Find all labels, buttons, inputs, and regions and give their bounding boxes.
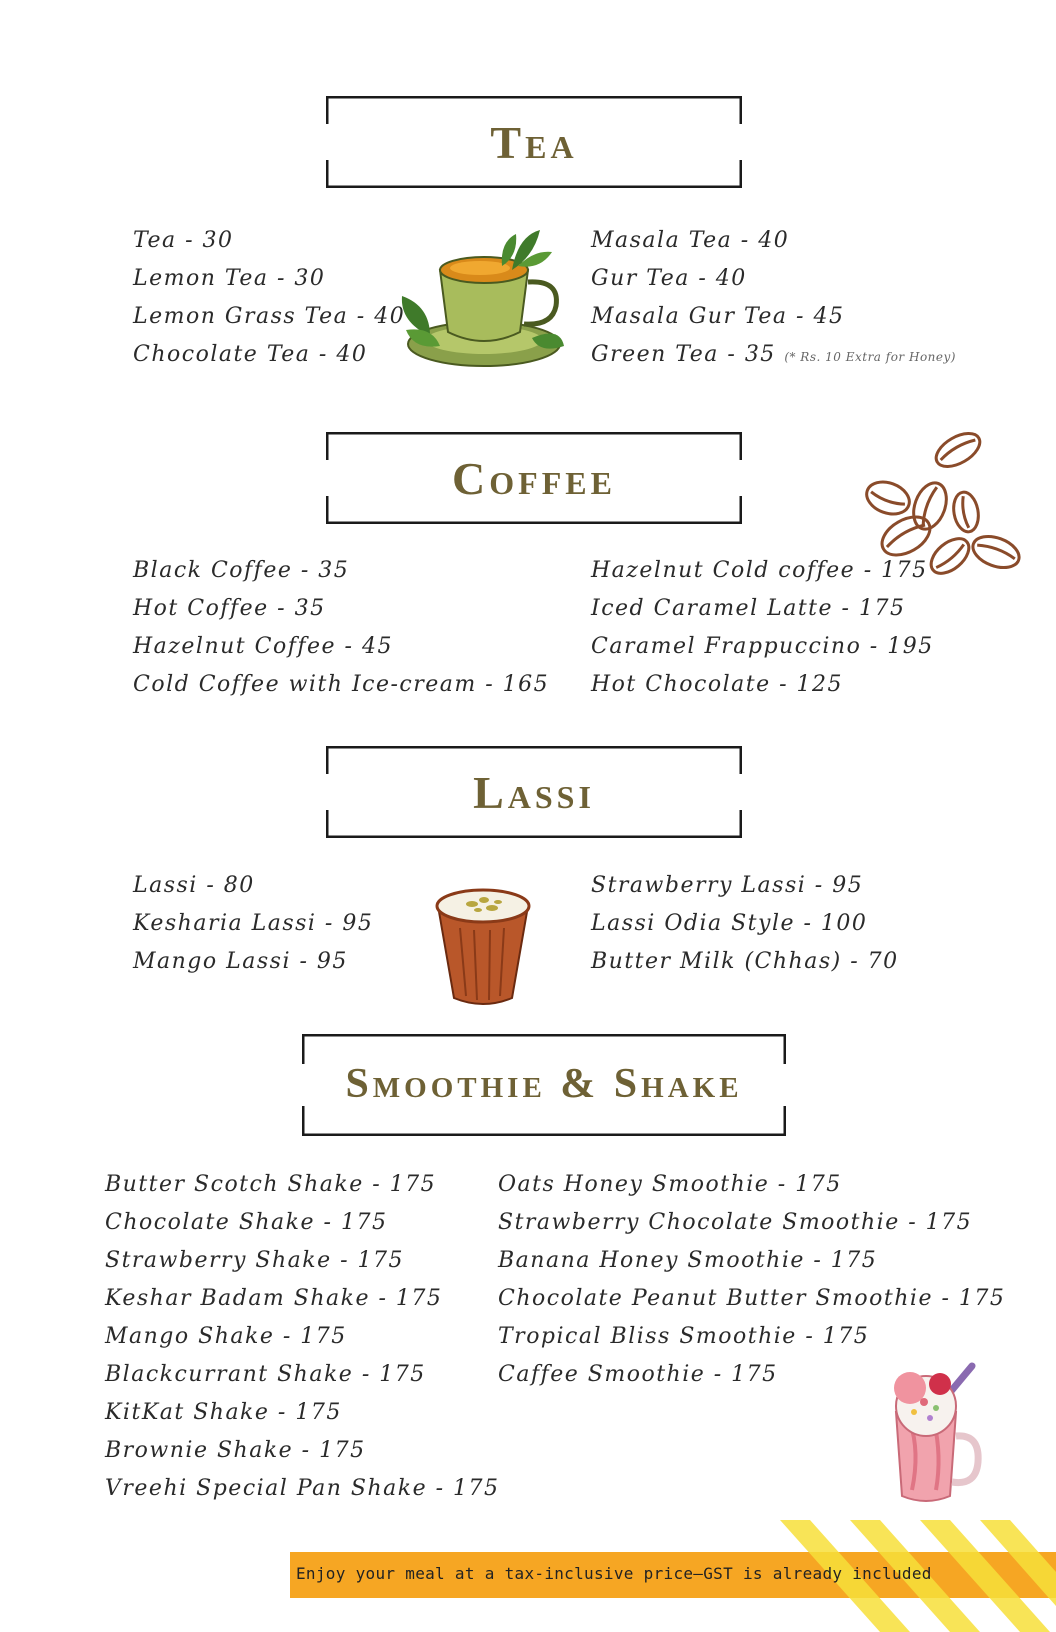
coffee-list-right [591,552,934,704]
menu-item: Caramel Frappuccino - 195 [591,634,934,659]
tea-title: Tea [490,117,578,168]
lassi-list-right [591,867,899,981]
coffee-list-left [133,552,549,704]
menu-item: Iced Caramel Latte - 175 [591,596,906,621]
coffee-title: Coffee [452,453,616,504]
menu-item: Masala Gur Tea - 45 [591,304,845,329]
kulhad-lassi-icon [432,888,534,1008]
smoothie-header [302,1034,786,1136]
menu-item: Mango Shake - 175 [105,1324,347,1349]
menu-item: Oats Honey Smoothie - 175 [498,1172,842,1197]
menu-item: Gur Tea - 40 [591,266,747,291]
lassi-header [326,746,742,838]
menu-item: KitKat Shake - 175 [105,1400,342,1425]
lassi-list-left [133,867,373,981]
menu-item: Chocolate Shake - 175 [105,1210,388,1235]
green-tea-item: Green Tea - 35 [591,342,776,367]
menu-item: Blackcurrant Shake - 175 [105,1362,426,1387]
menu-item: Tea - 30 [133,228,234,253]
menu-item [591,336,956,374]
menu-item: Chocolate Tea - 40 [133,342,368,367]
menu-item: Banana Honey Smoothie - 175 [498,1248,878,1273]
tea-list-left [133,222,405,374]
menu-item: Lassi Odia Style - 100 [591,911,868,936]
menu-item: Kesharia Lassi - 95 [133,911,374,936]
menu-item: Strawberry Lassi - 95 [591,873,864,898]
menu-item: Vreehi Special Pan Shake - 175 [105,1476,500,1501]
milkshake-icon [880,1362,990,1504]
menu-item: Lassi - 80 [133,873,255,898]
honey-note: (* Rs. 10 Extra for Honey) [784,350,956,364]
menu-item: Masala Tea - 40 [591,228,790,253]
tea-header [326,96,742,188]
menu-item: Brownie Shake - 175 [105,1438,366,1463]
coffee-header [326,432,742,524]
smoothie-list-left [105,1166,500,1508]
menu-item: Butter Milk (Chhas) - 70 [591,949,899,974]
menu-item: Chocolate Peanut Butter Smoothie - 175 [498,1286,1006,1311]
menu-item: Cold Coffee with Ice-cream - 165 [133,672,550,697]
tea-list-right [591,222,956,374]
menu-item: Hazelnut Cold coffee - 175 [591,558,928,583]
menu-item: Hot Chocolate - 125 [591,672,844,697]
menu-item: Mango Lassi - 95 [133,949,348,974]
menu-item: Black Coffee - 35 [133,558,350,583]
menu-item: Lemon Tea - 30 [133,266,326,291]
footer-text: Enjoy your meal at a tax-inclusive price—GST is already included [296,1564,932,1583]
menu-item: Strawberry Shake - 175 [105,1248,405,1273]
smoothie-list-right [498,1166,1005,1394]
menu-item: Hot Coffee - 35 [133,596,326,621]
menu-item: Butter Scotch Shake - 175 [105,1172,437,1197]
menu-item: Keshar Badam Shake - 175 [105,1286,443,1311]
menu-item: Caffee Smoothie - 175 [498,1362,778,1387]
menu-item: Hazelnut Coffee - 45 [133,634,393,659]
menu-item: Tropical Bliss Smoothie - 175 [498,1324,870,1349]
menu-item: Strawberry Chocolate Smoothie - 175 [498,1210,973,1235]
tea-cup-icon [400,226,572,376]
smoothie-title: Smoothie & Shake [345,1061,743,1107]
lassi-title: Lassi [473,767,595,818]
menu-item: Lemon Grass Tea - 40 [133,304,406,329]
